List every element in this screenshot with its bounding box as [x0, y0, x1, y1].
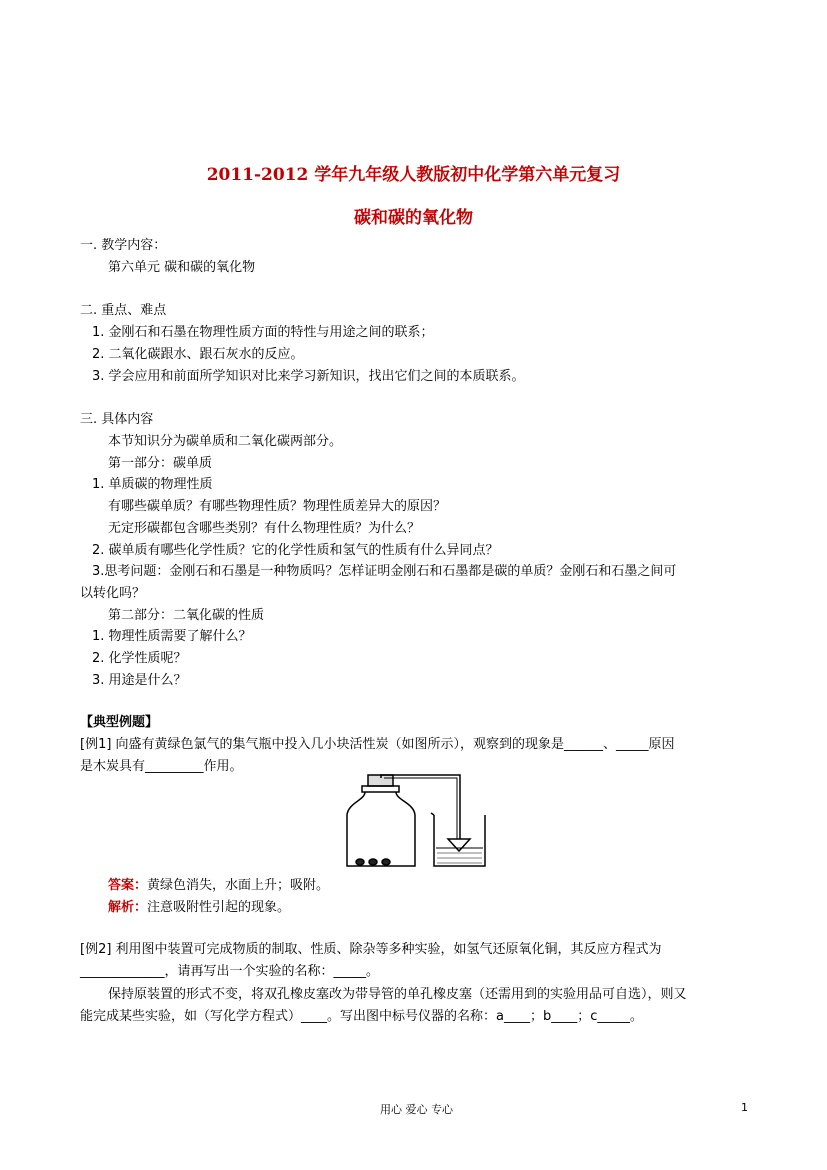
section-2-heading: 二. 重点、难点	[80, 303, 167, 318]
section-2-item: 2. 二氧化碳跟水、跟石灰水的反应。	[92, 347, 304, 362]
section-1-text: 第六单元 碳和碳的氧化物	[108, 260, 256, 275]
example-2-text: 能完成某些实验，如（写化学方程式）____。写出图中标号仪器的名称：a____；b____；c_____。	[80, 1009, 643, 1024]
example-2-text: 保持原装置的形式不变，将双孔橡皮塞改为带导管的单孔橡皮塞（还需用到的实验用品可自选），则又	[108, 987, 687, 1002]
example-1-text: 是木炭具有_________作用。	[80, 759, 243, 774]
answer-text: 黄绿色消失，水面上升；吸附。	[147, 878, 330, 893]
part-1-item: 1. 单质碳的物理性质	[92, 477, 213, 492]
part-2-item: 1. 物理性质需要了解什么？	[92, 629, 252, 644]
section-2-item: 3. 学会应用和前面所学知识对比来学习新知识，找出它们之间的本质联系。	[92, 369, 525, 384]
example-1-answer	[108, 877, 329, 895]
section-1-heading: 一. 教学内容：	[80, 238, 167, 253]
example-2-text: [例2] 利用图中装置可完成物质的制取、性质、除杂等多种实验，如氢气还原氧化铜，其反应方程式为	[80, 942, 662, 957]
part-1-question: 无定形碳都包含哪些类别？有什么物理性质？为什么？	[108, 521, 421, 536]
part-1-item: 2. 碳单质有哪些化学性质？它的化学性质和氢气的性质有什么异同点？	[92, 543, 499, 558]
doc-subtitle: 碳和碳的氧化物	[354, 208, 473, 228]
apparatus-figure	[340, 773, 490, 873]
part-1-question: 有哪些碳单质？有哪些物理性质？物理性质差异大的原因？	[108, 499, 447, 514]
footer-motto: 用心 爱心 专心	[380, 1103, 453, 1116]
answer-label: 答案：	[108, 878, 148, 893]
example-2-text: _____________，请再写出一个实验的名称：_____。	[80, 964, 380, 979]
examples-heading: 【典型例题】	[80, 715, 159, 730]
part-2-item: 3. 用途是什么？	[92, 673, 187, 688]
analysis-label: 解析：	[108, 900, 148, 915]
part-2-heading: 第二部分：二氧化碳的性质	[108, 608, 265, 623]
page-number: 1	[741, 1101, 748, 1114]
example-1-text: [例1] 向盛有黄绿色氯气的集气瓶中投入几小块活性炭（如图所示），观察到的现象是______、_____原因	[80, 737, 675, 752]
section-3-heading: 三. 具体内容	[80, 412, 154, 427]
doc-title: 2011-2012 学年九年级人教版初中化学第六单元复习	[206, 165, 621, 185]
example-1-analysis	[108, 899, 290, 917]
part-1-item: 3.思考问题：金刚石和石墨是一种物质吗？怎样证明金刚石和石墨都是碳的单质？金刚石和石墨之间可	[92, 564, 677, 579]
part-1-heading: 第一部分：碳单质	[108, 456, 213, 471]
part-1-item-cont: 以转化吗？	[80, 586, 146, 601]
section-3-intro: 本节知识分为碳单质和二氧化碳两部分。	[108, 434, 343, 449]
section-2-item: 1. 金刚石和石墨在物理性质方面的特性与用途之间的联系；	[92, 325, 434, 340]
analysis-text: 注意吸附性引起的现象。	[147, 900, 291, 915]
part-2-item: 2. 化学性质呢？	[92, 651, 187, 666]
